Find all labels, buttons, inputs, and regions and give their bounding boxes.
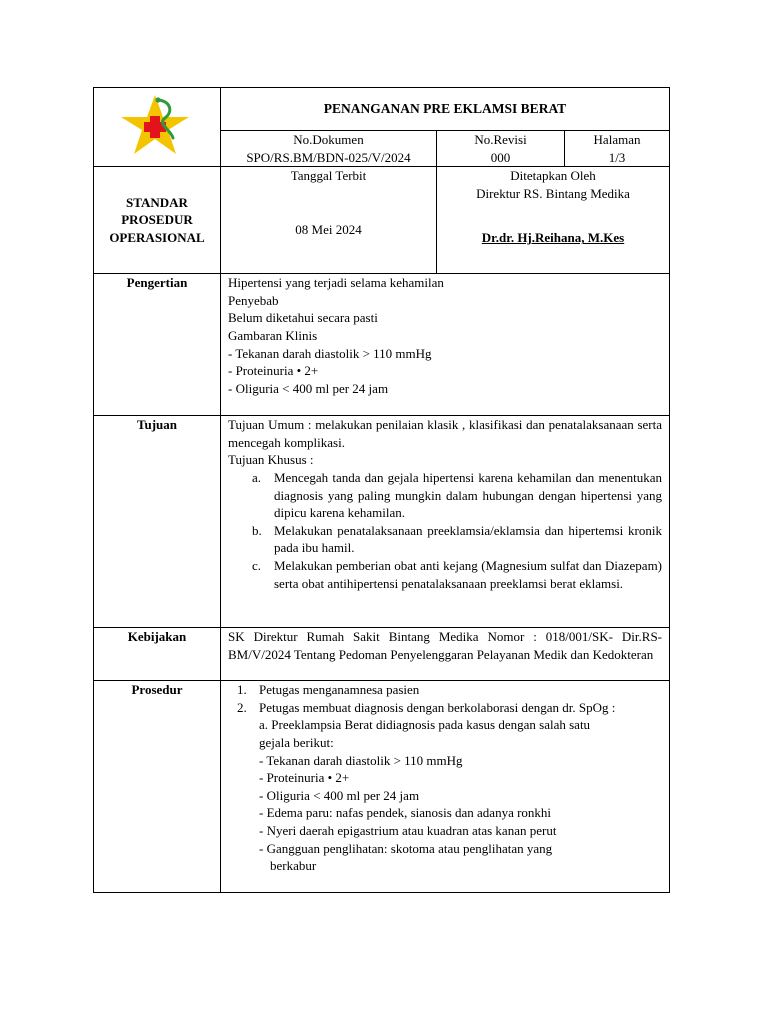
spo-label-line2: PROSEDUR	[121, 212, 193, 228]
pengertian-line: Gambaran Klinis	[228, 327, 318, 343]
spo-table	[93, 87, 670, 893]
pengertian-line: Penyebab	[228, 292, 279, 308]
no-revisi-cell	[437, 131, 565, 167]
no-dokumen-cell	[221, 131, 437, 167]
tanggal-terbit-cell	[221, 167, 437, 274]
pengertian-label: Pengertian	[94, 274, 221, 416]
star-cross-snake-logo-icon	[117, 92, 197, 158]
list-marker: b.	[252, 522, 262, 538]
spo-label-line3: OPERASIONAL	[109, 229, 205, 245]
gejala-line: - Nyeri daerah epigastrium atau kuadran atas kanan perut	[259, 822, 557, 838]
list-item-text: Petugas menganamnesa pasien	[259, 682, 420, 698]
no-dokumen-label: No.Dokumen	[293, 132, 364, 147]
list-item-text: Melakukan penatalaksanaan preeklamsia/eklamsia dan hipertemsi kronik pada ibu hamil.	[274, 522, 663, 556]
tujuan-khusus-list	[228, 469, 662, 592]
no-dokumen-value: SPO/RS.BM/BDN-025/V/2024	[246, 149, 411, 165]
ditetapkan-label: Ditetapkan Oleh	[510, 168, 596, 184]
tujuan-khusus-item	[228, 469, 662, 522]
tujuan-label: Tujuan	[94, 416, 221, 628]
list-marker: a.	[252, 469, 262, 485]
pengertian-line: - Oliguria < 400 ml per 24 jam	[228, 380, 389, 396]
pengertian-line: Hipertensi yang terjadi selama kehamilan	[228, 275, 444, 291]
pengertian-line: Belum diketahui secara pasti	[228, 310, 378, 326]
kebijakan-content: SK Direktur Rumah Sakit Bintang Medika Nomor : 018/001/SK- Dir.RS-BM/V/2024 Tentang Pedoman Penyelenggaran Pelayanan Medik dan Kedokteran	[221, 628, 670, 681]
list-item-text: Mencegah tanda dan gejala hipertensi karena kehamilan dan menentukan diagnosis yang paling mungkin dalam hubungan dengan hipertensi yang dipicu karena kehamilan.	[274, 469, 663, 521]
prosedur-content	[221, 681, 670, 893]
prosedur-list	[228, 681, 662, 716]
kebijakan-label: Kebijakan	[94, 628, 221, 681]
prosedur-sub-a-line2: gejala berikut:	[259, 734, 334, 750]
tujuan-khusus-item	[228, 557, 662, 592]
gejala-line: - Gangguan penglihatan: skotoma atau penglihatan yang	[259, 840, 553, 856]
prosedur-item	[228, 681, 662, 699]
tujuan-umum: Tujuan Umum : melakukan penilaian klasik , klasifikasi dan penatalaksanaan serta mencegah komplikasi.	[228, 417, 663, 450]
logo-cell	[94, 88, 221, 167]
spo-label-line1: STANDAR	[126, 194, 188, 210]
list-marker: c.	[252, 557, 262, 573]
prosedur-item	[228, 699, 662, 717]
gejala-line: - Proteinuria • 2+	[259, 770, 350, 786]
tanggal-terbit-value: 08 Mei 2024	[295, 221, 362, 237]
list-marker: 2.	[237, 699, 247, 715]
tujuan-khusus-label: Tujuan Khusus :	[228, 452, 314, 468]
halaman-value: 1/3	[608, 149, 626, 165]
list-item-text: Petugas membuat diagnosis dengan berkolaborasi dengan dr. SpOg :	[259, 699, 616, 715]
gejala-line: - Edema paru: nafas pendek, sianosis dan adanya ronkhi	[259, 805, 552, 821]
gejala-line: - Tekanan darah diastolik > 110 mmHg	[259, 752, 463, 768]
spo-label-cell	[94, 167, 221, 274]
document-title: PENANGANAN PRE EKLAMSI BERAT	[221, 88, 670, 131]
prosedur-label: Prosedur	[94, 681, 221, 893]
tanggal-terbit-label: Tanggal Terbit	[290, 168, 367, 184]
halaman-label: Halaman	[593, 132, 641, 147]
tujuan-khusus-item	[228, 522, 662, 557]
ditetapkan-cell	[437, 167, 670, 274]
no-revisi-value: 000	[490, 149, 511, 165]
ditetapkan-by: Direktur RS. Bintang Medika	[476, 185, 630, 201]
halaman-cell	[565, 131, 670, 167]
list-marker: 1.	[237, 682, 247, 698]
pengertian-line: - Proteinuria • 2+	[228, 363, 319, 379]
pengertian-content	[221, 274, 670, 416]
no-revisi-label: No.Revisi	[474, 132, 527, 147]
list-item-text: Melakukan pemberian obat anti kejang (Magnesium sulfat dan Diazepam) serta obat antihipertensi penatalaksanaan preeklamsi berat eklamsi.	[274, 557, 663, 591]
signatory-name: Dr.dr. Hj.Reihana, M.Kes	[481, 230, 625, 246]
tujuan-content	[221, 416, 670, 628]
pengertian-line: - Tekanan darah diastolik > 110 mmHg	[228, 345, 432, 361]
prosedur-sub-a-line1: a. Preeklampsia Berat didiagnosis pada kasus dengan salah satu	[259, 717, 591, 733]
gejala-line: - Oliguria < 400 ml per 24 jam	[259, 787, 420, 803]
gejala-continuation: berkabur	[270, 858, 317, 874]
